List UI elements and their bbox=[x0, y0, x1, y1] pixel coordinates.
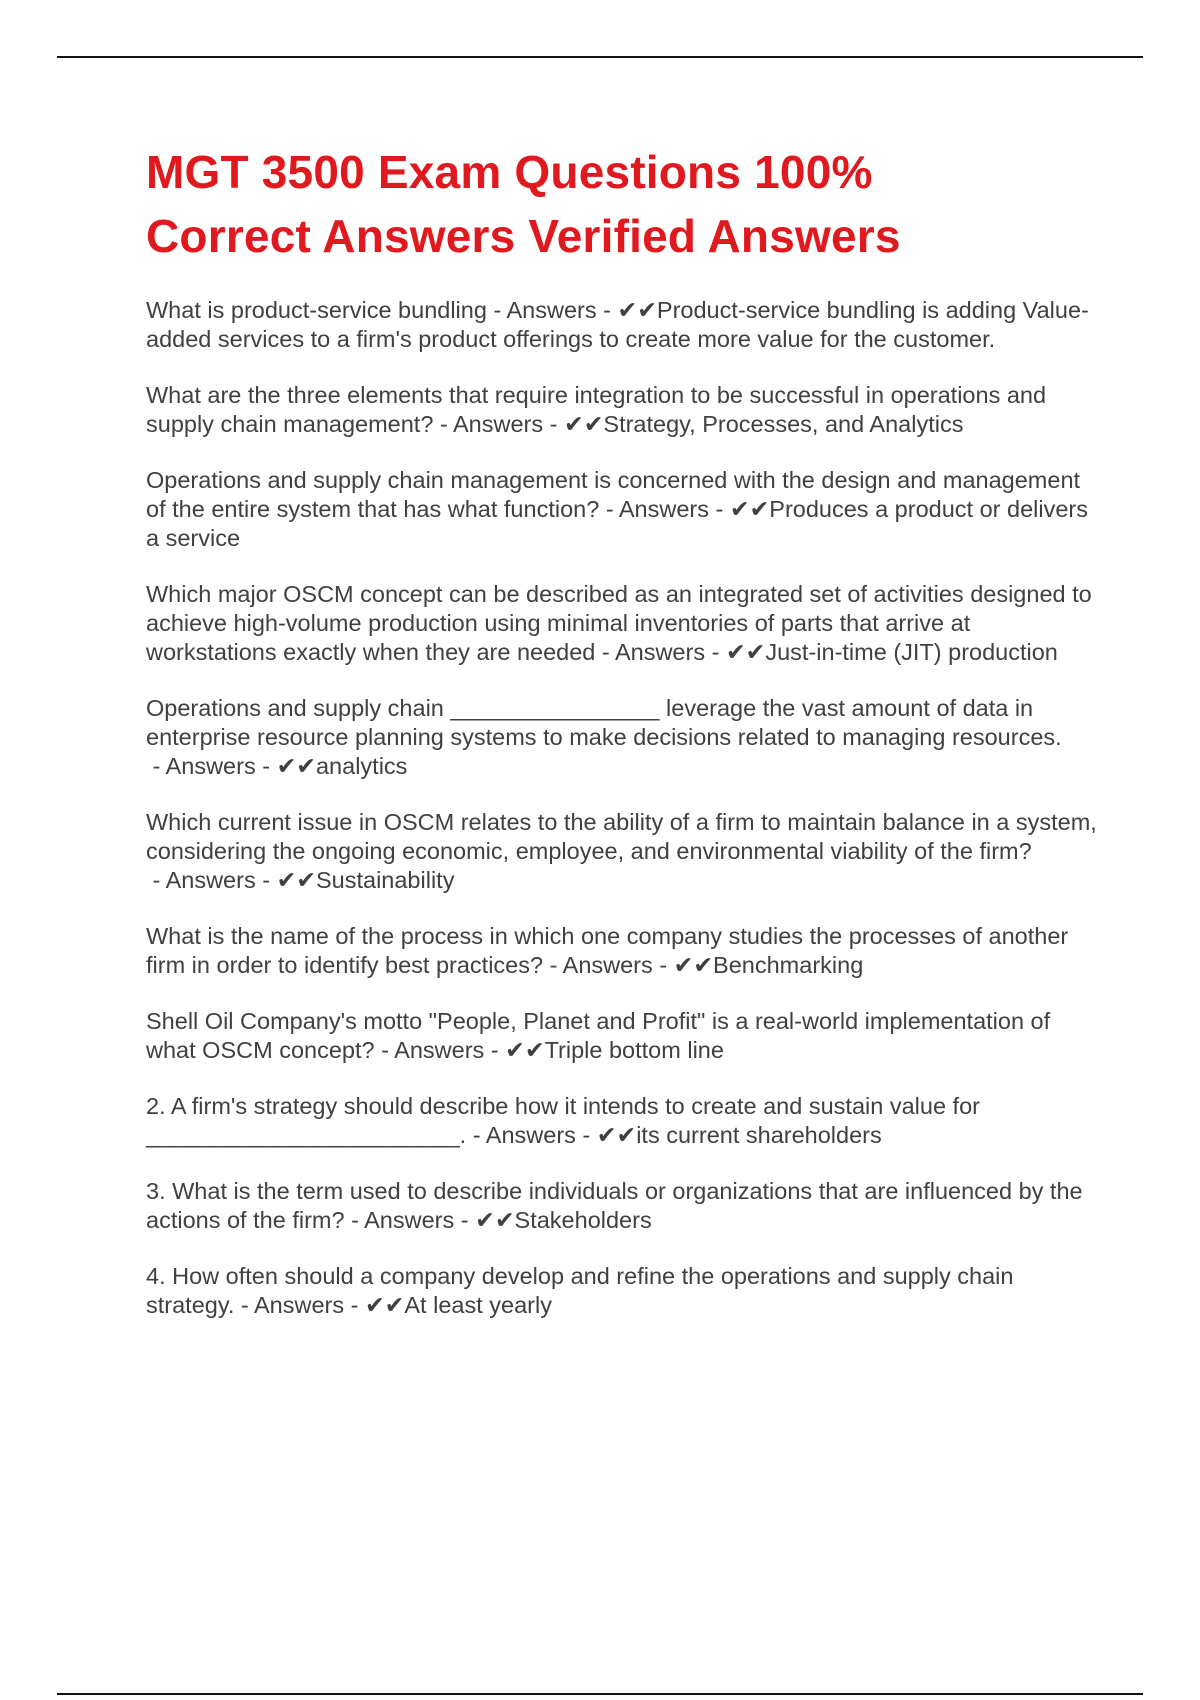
double-check-icon: ✔✔ bbox=[596, 1122, 637, 1148]
answer-separator: - Answers - bbox=[543, 952, 674, 978]
qa-item bbox=[146, 580, 1106, 667]
top-rule bbox=[57, 56, 1143, 58]
double-check-icon: ✔✔ bbox=[729, 496, 770, 522]
answer-separator: - Answers - bbox=[146, 753, 277, 779]
question-text: Operations and supply chain ________________ leverage the vast amount of data in enterprise resource planning systems to make decisions related to managing resources. bbox=[146, 695, 1062, 750]
qa-item bbox=[146, 381, 1106, 439]
qa-item bbox=[146, 694, 1106, 781]
title-line-2: Correct Answers Verified Answers bbox=[146, 210, 901, 262]
qa-item bbox=[146, 1092, 1106, 1150]
question-text: What are the three elements that require integration to be successful in operations and supply chain management? bbox=[146, 382, 1047, 437]
bottom-rule bbox=[57, 1693, 1143, 1695]
double-check-icon: ✔✔ bbox=[725, 639, 766, 665]
double-check-icon: ✔✔ bbox=[276, 867, 316, 893]
double-check-icon: ✔✔ bbox=[617, 297, 657, 323]
qa-item bbox=[146, 466, 1106, 553]
answer-text: Product-service bundling is adding Value-added services to a firm's product offerings to create more value for the customer. bbox=[146, 297, 1089, 352]
question-text: 3. What is the term used to describe individuals or organizations that are influenced by the actions of the firm? bbox=[146, 1178, 1083, 1233]
answer-text: Just-in-time (JIT) production bbox=[765, 639, 1058, 665]
question-text: 4. How often should a company develop and refine the operations and supply chain strategy. bbox=[146, 1263, 1014, 1318]
answer-text: Stakeholders bbox=[514, 1207, 652, 1233]
answer-text: Benchmarking bbox=[713, 952, 864, 978]
answer-text: Sustainability bbox=[315, 867, 455, 893]
question-text: Shell Oil Company's motto "People, Planet and Profit" is a real-world implementation of what OSCM concept? bbox=[146, 1008, 1051, 1063]
answer-separator: - Answers - bbox=[234, 1292, 365, 1318]
qa-item bbox=[146, 922, 1106, 980]
document-title bbox=[146, 140, 1106, 268]
document-body bbox=[146, 140, 1106, 1347]
answer-text: Triple bottom line bbox=[544, 1037, 724, 1063]
title-line-1: MGT 3500 Exam Questions 100% bbox=[146, 146, 873, 198]
answer-separator: - Answers - bbox=[433, 411, 564, 437]
double-check-icon: ✔✔ bbox=[673, 952, 714, 978]
answer-separator: - Answers - bbox=[486, 297, 618, 323]
qa-item bbox=[146, 296, 1106, 354]
question-text: Which current issue in OSCM relates to the ability of a firm to maintain balance in a system, considering the ongoing economic, employee, and environmental viability of the firm? bbox=[146, 809, 1097, 864]
answer-separator: - Answers - bbox=[374, 1037, 506, 1063]
qa-item bbox=[146, 1262, 1106, 1320]
answer-separator: - Answers - bbox=[146, 867, 277, 893]
answer-text: Strategy, Processes, and Analytics bbox=[603, 411, 964, 437]
question-text: What is the name of the process in which one company studies the processes of another firm in order to identify best practices? bbox=[146, 923, 1069, 978]
answer-separator: - Answers - bbox=[595, 639, 726, 665]
double-check-icon: ✔✔ bbox=[564, 411, 604, 437]
question-text: Which major OSCM concept can be described as an integrated set of activities designed to achieve high-volume production using minimal inventories of parts that arrive at workstations exactly when they are needed bbox=[146, 581, 1092, 665]
answer-text: At least yearly bbox=[404, 1292, 552, 1318]
answer-separator: - Answers - bbox=[344, 1207, 476, 1233]
answer-text: Produces a product or delivers a service bbox=[146, 496, 1088, 551]
answer-separator: - Answers - bbox=[466, 1122, 597, 1148]
question-text: 2. A firm's strategy should describe how it intends to create and sustain value for ________________________. bbox=[146, 1093, 980, 1148]
qa-item bbox=[146, 1007, 1106, 1065]
question-text: Operations and supply chain management is concerned with the design and management of the entire system that has what function? bbox=[146, 467, 1081, 522]
double-check-icon: ✔✔ bbox=[505, 1037, 545, 1063]
qa-list bbox=[146, 296, 1106, 1320]
answer-text: its current shareholders bbox=[636, 1122, 882, 1148]
double-check-icon: ✔✔ bbox=[475, 1207, 515, 1233]
double-check-icon: ✔✔ bbox=[364, 1292, 405, 1318]
answer-separator: - Answers - bbox=[599, 496, 730, 522]
qa-item bbox=[146, 808, 1106, 895]
question-text: What is product-service bundling bbox=[146, 297, 487, 323]
qa-item bbox=[146, 1177, 1106, 1235]
answer-text: analytics bbox=[315, 753, 408, 779]
double-check-icon: ✔✔ bbox=[276, 753, 316, 779]
